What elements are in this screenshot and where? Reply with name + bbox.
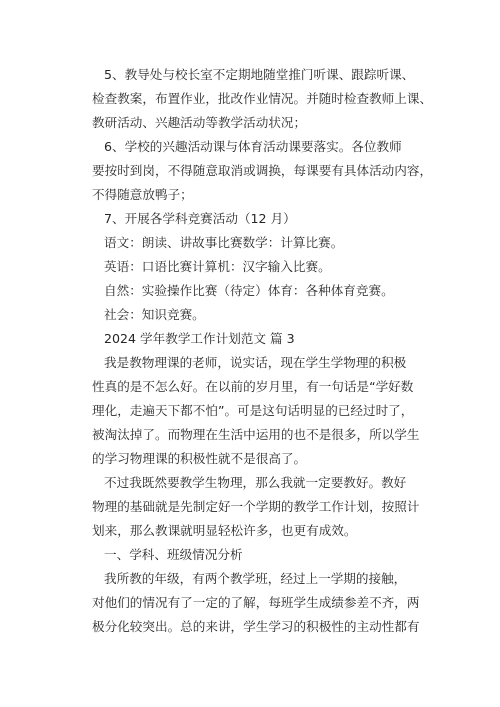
text-line: 英语：口语比赛计算机：汉字输入比赛。 (104, 259, 331, 274)
text-line: 被淘汰掉了。而物理在生活中运用的也不是很多，所以学生 (92, 427, 420, 442)
text-line: 的学习物理课的积极性就不是很高了。 (92, 451, 307, 466)
text-line: 社会：知识竞赛。 (104, 307, 205, 322)
text-line: 5、教导处与校长室不定期地随堂推门听课、跟踪听课、 (104, 67, 415, 82)
text-line: 自然：实验操作比赛（待定）体育：各种体育竞赛。 (104, 283, 394, 298)
text-line: 我是教物理课的老师，说实话，现在学生学物理的积极 (104, 355, 407, 370)
text-line: 不过我既然要教学生物理，那么我就一定要教好。教好 (104, 475, 407, 490)
subsection-heading: 一、学科、班级情况分析 (104, 547, 243, 562)
text-line: 6、学校的兴趣活动课与体育活动课要落实。各位教师 (104, 139, 402, 154)
text-line: 划来，那么教课就明显轻松许多，也更有成效。 (92, 523, 357, 538)
text-line: 性真的是不怎么好。在以前的岁月里，有一句话是“学好数 (92, 379, 414, 394)
text-line: 对他们的情况有了一定的了解，每班学生成绩参差不齐，两 (92, 595, 420, 610)
text-line: 不得随意放鸭子； (92, 187, 193, 202)
text-line: 物理的基础就是先制定好一个学期的教学工作计划，按照计 (92, 499, 420, 514)
text-line: 理化，走遍天下都不怕”。可是这句话明显的已经过时了， (92, 403, 414, 418)
text-line: 要按时到岗，不得随意取消或调换，每课要有具体活动内容， (92, 163, 433, 178)
text-line: 检查教案，布置作业，批改作业情况。并随时检查教师上课、 (92, 91, 433, 106)
text-line: 教研活动、兴趣活动等教学活动状况； (92, 115, 307, 130)
text-line: 我所教的年级，有两个教学班，经过上一学期的接触， (104, 571, 407, 586)
text-line: 7、开展各学科竞赛活动（12 月） (104, 211, 296, 226)
section-heading: 2024 学年教学工作计划范文 篇 3 (104, 331, 295, 346)
text-line: 语文：朗读、讲故事比赛数学：计算比赛。 (104, 235, 344, 250)
text-line: 极分化较突出。总的来讲，学生学习的积极性的主动性都有 (92, 619, 420, 634)
